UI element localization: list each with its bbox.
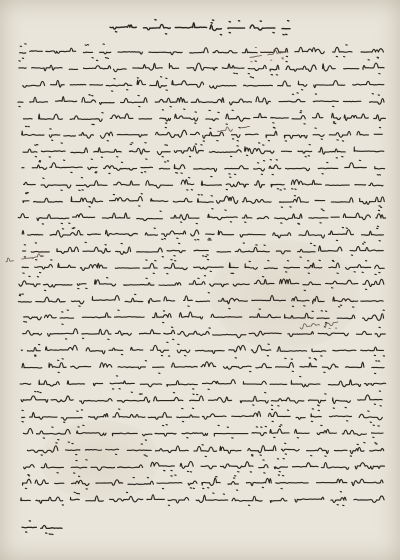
manuscript-line [23, 475, 384, 491]
marginal-note-ink [300, 319, 339, 333]
manuscript-line [23, 327, 385, 340]
folio-mark [22, 521, 62, 535]
manuscript-body [18, 44, 386, 506]
heading-ink [110, 20, 290, 35]
manuscript-line [20, 44, 384, 59]
marginal-note-ink [249, 43, 289, 63]
manuscript-line [23, 143, 384, 158]
marginal-notes [5, 43, 338, 333]
manuscript-line [23, 109, 385, 125]
manuscript-line [27, 442, 383, 457]
manuscript-line [22, 159, 385, 175]
marginal-note [300, 319, 339, 333]
manuscript-line [23, 425, 383, 441]
manuscript-line [21, 342, 384, 356]
manuscript-line [23, 77, 384, 92]
manuscript-line [19, 276, 384, 291]
manuscript-line [22, 226, 383, 241]
manuscript-line [24, 308, 385, 324]
manuscript-line [20, 376, 386, 390]
manuscript-line [23, 242, 384, 258]
manuscript-line [22, 358, 384, 374]
manuscript-line [24, 176, 383, 190]
marginal-note [249, 43, 289, 63]
manuscript-line [21, 492, 384, 506]
manuscript-line [19, 60, 384, 75]
manuscript-line [18, 293, 383, 308]
manuscript-line [24, 459, 385, 474]
heading-basmala [110, 20, 290, 35]
manuscript-line [21, 391, 382, 406]
manuscript-line [18, 209, 385, 225]
manuscript-line [22, 407, 383, 422]
manuscript-line [18, 93, 384, 107]
manuscript-line [23, 192, 384, 207]
manuscript-line [22, 259, 384, 274]
folio-mark-ink [22, 521, 62, 535]
manuscript-line [22, 126, 383, 141]
